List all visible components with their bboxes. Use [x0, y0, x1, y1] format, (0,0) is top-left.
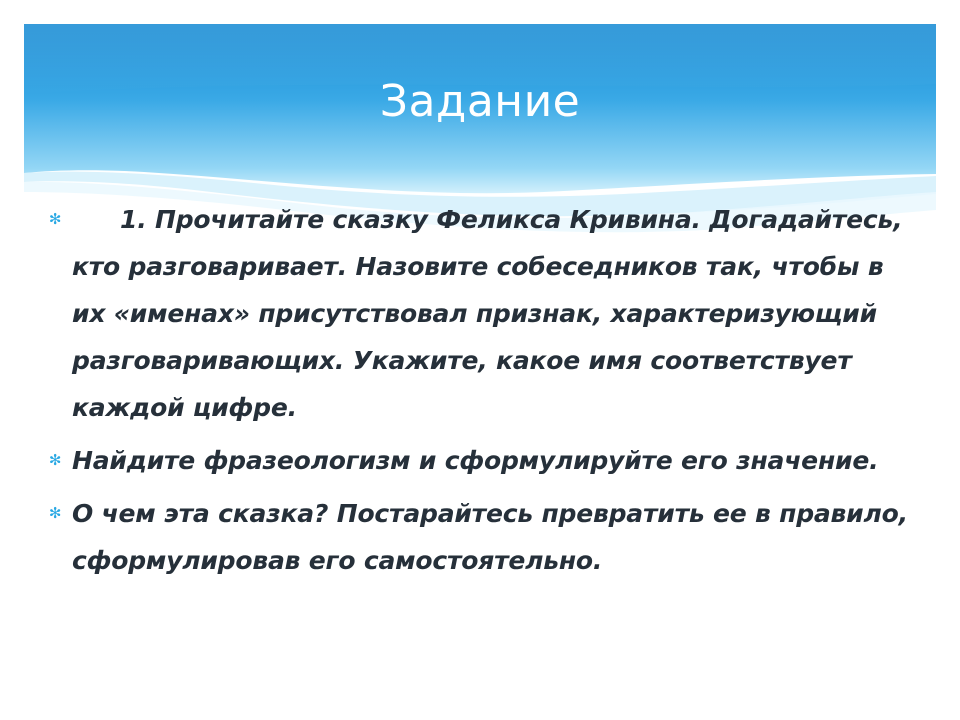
list-item [46, 490, 916, 584]
list-item [46, 196, 916, 431]
task-text-3: О чем эта сказка? Постарайтесь превратить ее в правило, сформулировав его самостоятельно. [72, 499, 908, 575]
task-list [46, 196, 916, 590]
task-text-2: Найдите фразеологизм и сформулируйте его значение. [72, 446, 879, 475]
slide-title: Задание [379, 76, 581, 127]
task-text-1: 1. Прочитайте сказку Феликса Кривина. Догадайтесь, кто разговаривает. Назовите собеседников так, чтобы в их «именах» присутствовал признак, характеризующий разговаривающих. Укажите, какое имя соответствует каждой цифре. [72, 205, 903, 422]
list-item [46, 437, 916, 484]
asterisk-icon: ✻ [48, 504, 62, 522]
asterisk-icon: ✻ [48, 451, 62, 469]
asterisk-icon: ✻ [48, 210, 62, 228]
